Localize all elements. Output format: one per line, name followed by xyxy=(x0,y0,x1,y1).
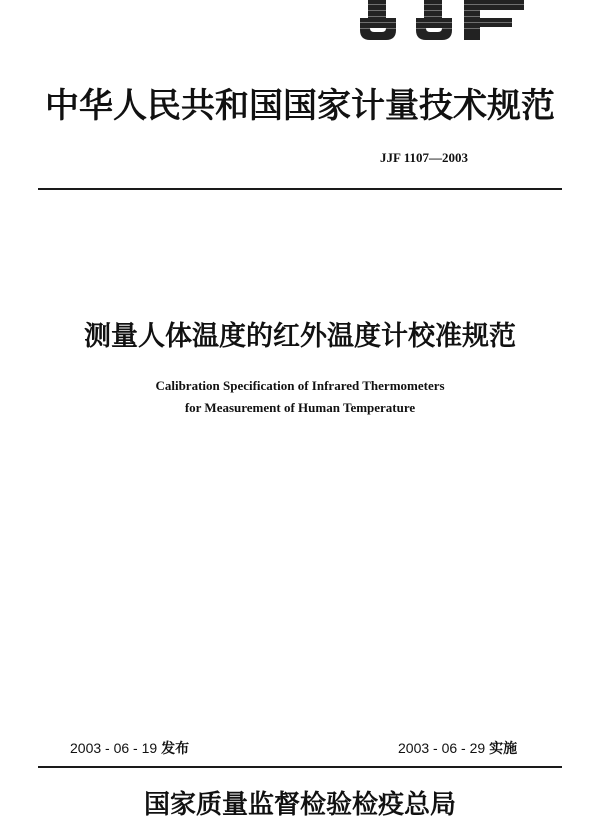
national-standard-title: 中华人民共和国国家计量技术规范 xyxy=(45,86,555,126)
effective-date: 2003 - 06 - 29 xyxy=(398,740,486,756)
english-title-line-1: Calibration Specification of Infrared Thermometers xyxy=(155,378,445,393)
top-divider xyxy=(38,188,562,190)
effective-label: 实施 xyxy=(489,740,518,756)
document-code: JJF 1107—2003 xyxy=(380,150,468,165)
issue-date-block xyxy=(70,738,189,758)
issue-label: 发布 xyxy=(161,740,190,756)
issue-date: 2003 - 06 - 19 xyxy=(70,740,158,756)
chinese-title: 测量人体温度的红外温度计校准规范 xyxy=(84,321,516,352)
bottom-divider xyxy=(38,766,562,768)
english-title xyxy=(0,375,600,419)
english-title-line-2: for Measurement of Human Temperature xyxy=(184,400,416,415)
jjf-logo-icon xyxy=(360,0,530,40)
publisher-name: 国家质量监督检验检疫总局 xyxy=(143,790,456,820)
effective-date-block xyxy=(398,738,517,758)
